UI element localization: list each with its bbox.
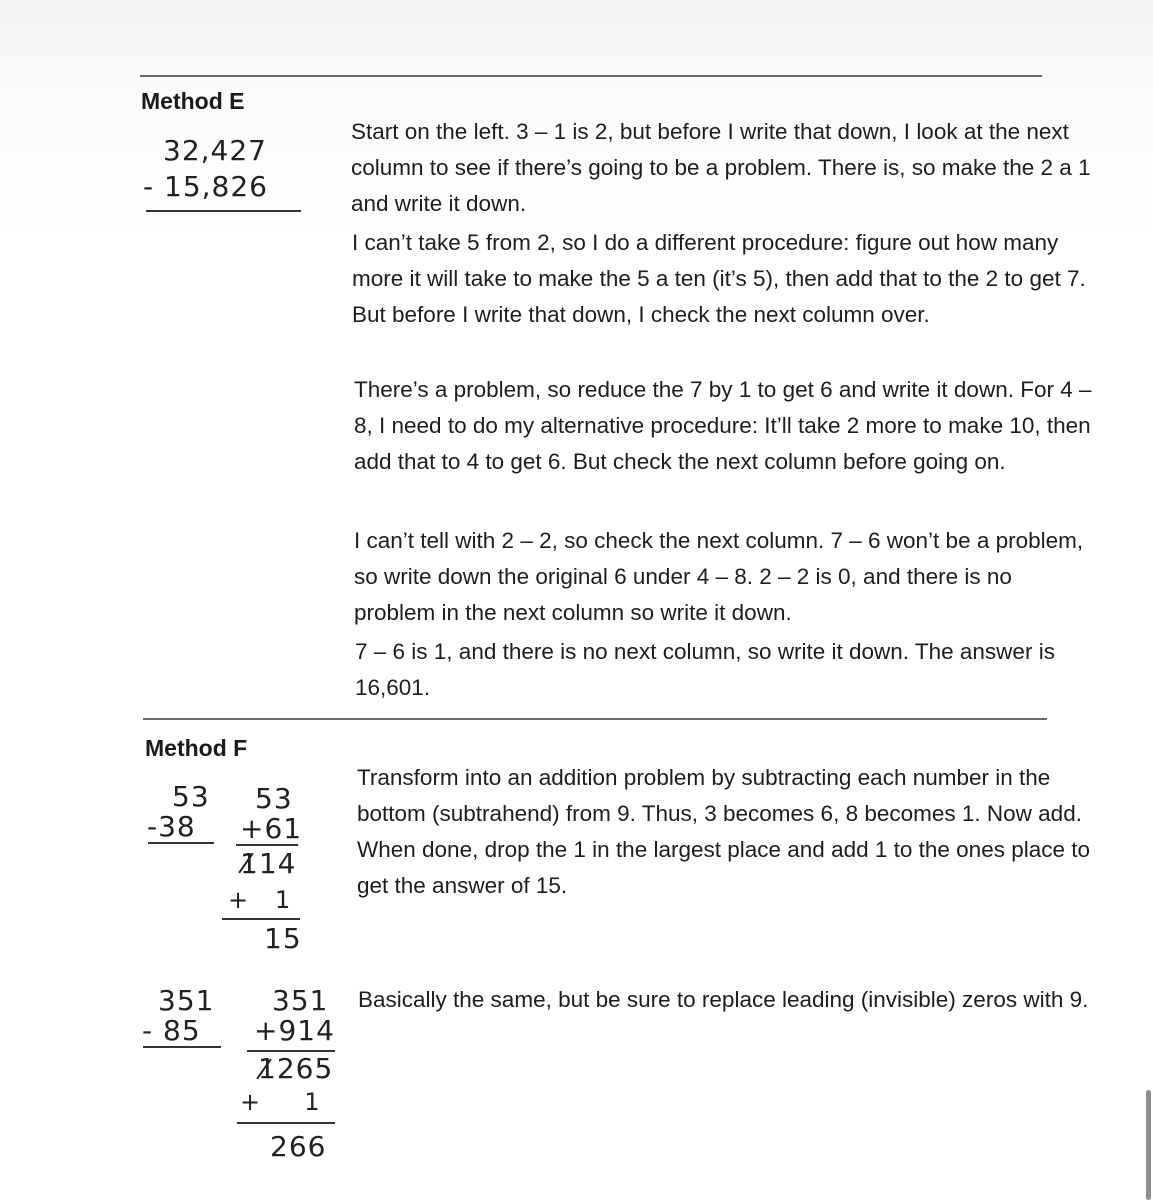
example-1-left-underline xyxy=(148,842,214,844)
method-f-heading: Method F xyxy=(145,735,248,761)
example-1-right-top: 53 xyxy=(255,782,293,815)
method-e-heading: Method E xyxy=(141,88,245,114)
method-e-underline xyxy=(146,210,301,212)
page-edge-scrollbar[interactable] xyxy=(1146,1090,1151,1200)
example-2-carry: + 1 xyxy=(240,1088,321,1116)
example-1-left-bottom: -38 xyxy=(147,810,196,843)
method-e-subtrahend: - 15,826 xyxy=(143,170,268,203)
example-1-sum: 114 xyxy=(240,847,297,880)
example-1-right-underline xyxy=(236,844,298,846)
example-2-carry-underline xyxy=(237,1122,335,1124)
example-1-right-bottom: +61 xyxy=(240,812,303,845)
top-rule xyxy=(140,75,1042,77)
example-1-answer: 15 xyxy=(264,922,302,955)
example-1-carry: + 1 xyxy=(228,886,292,914)
method-e-paragraph-1: Start on the left. 3 – 1 is 2, but before I write that down, I look at the next column to see if there’s going to be a problem. There is, so make the 2 a 1 and write it down. xyxy=(351,119,1091,216)
example-2-right-top: 351 xyxy=(272,984,329,1017)
method-f-paragraph-1: Transform into an addition problem by subtracting each number in the bottom (subtrahend) from 9. Thus, 3 becomes 6, 8 becomes 1. Now add. When done, drop the 1 in the largest place and add 1 to the ones place to get the answer of 15. xyxy=(357,765,1091,898)
middle-rule xyxy=(143,718,1047,720)
method-e-paragraph-5: 7 – 6 is 1, and there is no next column, so write it down. The answer is 16,601. xyxy=(355,639,1055,700)
example-2-left-bottom: - 85 xyxy=(142,1014,201,1047)
method-e-paragraph-3: There’s a problem, so reduce the 7 by 1 to get 6 and write it down. For 4 – 8, I need to do my alternative procedure: It’ll take 2 more to make 10, then add that to 4 to get 6. But check the next column before going on. xyxy=(354,377,1092,474)
method-f-paragraph-2: Basically the same, but be sure to replace leading (invisible) zeros with 9. xyxy=(358,987,1089,1012)
method-e-paragraph-4: I can’t tell with 2 – 2, so check the next column. 7 – 6 won’t be a problem, so write down the original 6 under 4 – 8. 2 – 2 is 0, and there is no problem in the next column so write it down. xyxy=(354,528,1084,625)
method-e-minuend: 32,427 xyxy=(163,134,267,167)
example-2-left-top: 351 xyxy=(158,984,215,1017)
example-2-answer: 266 xyxy=(270,1130,327,1163)
example-1-left-top: 53 xyxy=(172,780,210,813)
example-2-sum: 1265 xyxy=(258,1052,334,1085)
example-1-carry-underline xyxy=(222,918,300,920)
method-e-paragraph-2: I can’t take 5 from 2, so I do a different procedure: figure out how many more it will take to make the 5 a ten (it’s 5), then add that to the 2 to get 7. But before I write that down, I check the next column over. xyxy=(352,230,1086,327)
example-2-right-bottom: +914 xyxy=(254,1014,335,1047)
example-2-left-underline xyxy=(143,1046,221,1048)
